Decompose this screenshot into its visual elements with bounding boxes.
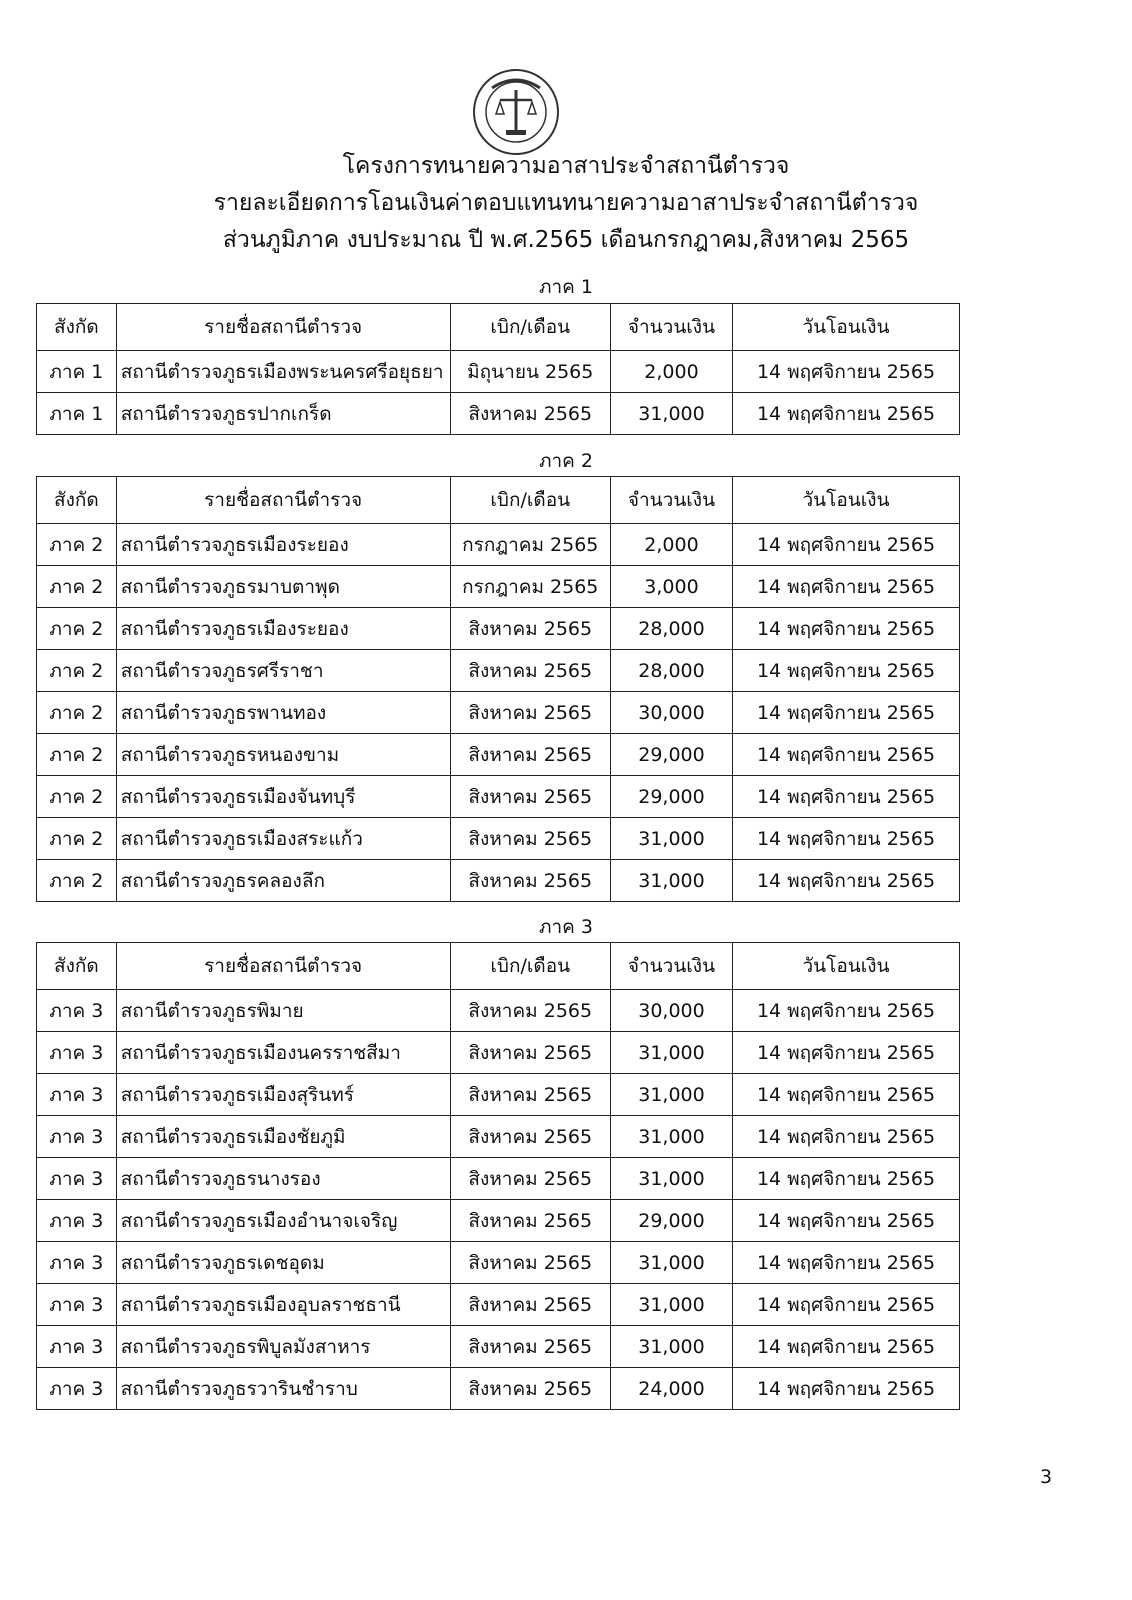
- cell-station-name: สถานีตำรวจภูธรเมืองระยอง: [116, 608, 450, 650]
- cell-amount: 2,000: [610, 351, 732, 393]
- cell-station-name: สถานีตำรวจภูธรเมืองชัยภูมิ: [116, 1116, 450, 1158]
- cell-month: สิงหาคม 2565: [450, 1074, 610, 1116]
- cell-month: สิงหาคม 2565: [450, 1200, 610, 1242]
- cell-month: สิงหาคม 2565: [450, 734, 610, 776]
- cell-transfer-date: 14 พฤศจิกายน 2565: [733, 1284, 960, 1326]
- cell-region: ภาค 2: [37, 734, 117, 776]
- cell-month: มิถุนายน 2565: [450, 351, 610, 393]
- page-number: 3: [1040, 1466, 1053, 1488]
- column-header-region: สังกัด: [37, 477, 117, 524]
- cell-region: ภาค 3: [37, 1032, 117, 1074]
- cell-transfer-date: 14 พฤศจิกายน 2565: [733, 1368, 960, 1410]
- table-header-row: [37, 304, 960, 351]
- cell-month: สิงหาคม 2565: [450, 393, 610, 435]
- section-label-region-1: ภาค 1: [538, 276, 594, 298]
- cell-amount: 31,000: [610, 1032, 732, 1074]
- cell-transfer-date: 14 พฤศจิกายน 2565: [733, 1074, 960, 1116]
- region-3-table: [36, 942, 960, 1410]
- cell-station-name: สถานีตำรวจภูธรเมืองสระแก้ว: [116, 818, 450, 860]
- title-line-2: รายละเอียดการโอนเงินค่าตอบแทนทนายความอาสาประจำสถานีตำรวจ: [213, 190, 919, 216]
- cell-month: สิงหาคม 2565: [450, 1326, 610, 1368]
- cell-month: สิงหาคม 2565: [450, 692, 610, 734]
- organization-logo: [470, 66, 562, 158]
- cell-amount: 24,000: [610, 1368, 732, 1410]
- table-row: [37, 990, 960, 1032]
- cell-month: สิงหาคม 2565: [450, 1116, 610, 1158]
- table-row: [37, 351, 960, 393]
- cell-amount: 28,000: [610, 608, 732, 650]
- column-header-station-name: รายชื่อสถานีตำรวจ: [116, 304, 450, 351]
- cell-amount: 29,000: [610, 1200, 732, 1242]
- cell-month: กรกฎาคม 2565: [450, 566, 610, 608]
- cell-station-name: สถานีตำรวจภูธรเมืองนครราชสีมา: [116, 1032, 450, 1074]
- column-header-region: สังกัด: [37, 304, 117, 351]
- cell-amount: 31,000: [610, 393, 732, 435]
- cell-amount: 31,000: [610, 1326, 732, 1368]
- cell-region: ภาค 2: [37, 566, 117, 608]
- cell-amount: 31,000: [610, 1116, 732, 1158]
- cell-station-name: สถานีตำรวจภูธรนางรอง: [116, 1158, 450, 1200]
- cell-month: กรกฎาคม 2565: [450, 524, 610, 566]
- table-header-row: [37, 943, 960, 990]
- cell-transfer-date: 14 พฤศจิกายน 2565: [733, 650, 960, 692]
- cell-station-name: สถานีตำรวจภูธรเมืองระยอง: [116, 524, 450, 566]
- cell-amount: 29,000: [610, 734, 732, 776]
- cell-transfer-date: 14 พฤศจิกายน 2565: [733, 990, 960, 1032]
- cell-region: ภาค 3: [37, 1200, 117, 1242]
- cell-amount: 31,000: [610, 860, 732, 902]
- region-2-table: [36, 476, 960, 902]
- table-header-row: [37, 477, 960, 524]
- cell-month: สิงหาคม 2565: [450, 650, 610, 692]
- column-header-amount: จำนวนเงิน: [610, 304, 732, 351]
- cell-amount: 29,000: [610, 776, 732, 818]
- table-row: [37, 1158, 960, 1200]
- cell-transfer-date: 14 พฤศจิกายน 2565: [733, 351, 960, 393]
- cell-transfer-date: 14 พฤศจิกายน 2565: [733, 1200, 960, 1242]
- column-header-amount: จำนวนเงิน: [610, 477, 732, 524]
- cell-region: ภาค 3: [37, 1158, 117, 1200]
- cell-transfer-date: 14 พฤศจิกายน 2565: [733, 818, 960, 860]
- title-line-3: ส่วนภูมิภาค งบประมาณ ปี พ.ศ.2565 เดือนกรกฎาคม,สิงหาคม 2565: [222, 227, 910, 253]
- section-label-region-3: ภาค 3: [538, 916, 594, 938]
- column-header-transfer-date: วันโอนเงิน: [733, 304, 960, 351]
- cell-transfer-date: 14 พฤศจิกายน 2565: [733, 776, 960, 818]
- cell-transfer-date: 14 พฤศจิกายน 2565: [733, 692, 960, 734]
- document-titles: [0, 148, 1132, 259]
- cell-station-name: สถานีตำรวจภูธรพิบูลมังสาหาร: [116, 1326, 450, 1368]
- column-header-station-name: รายชื่อสถานีตำรวจ: [116, 943, 450, 990]
- cell-amount: 30,000: [610, 990, 732, 1032]
- column-header-month: เบิก/เดือน: [450, 477, 610, 524]
- cell-region: ภาค 3: [37, 1116, 117, 1158]
- table-row: [37, 692, 960, 734]
- cell-region: ภาค 2: [37, 860, 117, 902]
- cell-month: สิงหาคม 2565: [450, 1032, 610, 1074]
- cell-region: ภาค 3: [37, 1074, 117, 1116]
- cell-station-name: สถานีตำรวจภูธรพิมาย: [116, 990, 450, 1032]
- table-row: [37, 393, 960, 435]
- table-row: [37, 1032, 960, 1074]
- cell-amount: 31,000: [610, 1284, 732, 1326]
- column-header-station-name: รายชื่อสถานีตำรวจ: [116, 477, 450, 524]
- cell-station-name: สถานีตำรวจภูธรพานทอง: [116, 692, 450, 734]
- table-row: [37, 608, 960, 650]
- cell-amount: 28,000: [610, 650, 732, 692]
- cell-month: สิงหาคม 2565: [450, 608, 610, 650]
- cell-station-name: สถานีตำรวจภูธรเดชอุดม: [116, 1242, 450, 1284]
- cell-month: สิงหาคม 2565: [450, 776, 610, 818]
- cell-month: สิงหาคม 2565: [450, 990, 610, 1032]
- cell-month: สิงหาคม 2565: [450, 1158, 610, 1200]
- cell-region: ภาค 3: [37, 1242, 117, 1284]
- cell-amount: 31,000: [610, 1158, 732, 1200]
- cell-region: ภาค 1: [37, 351, 117, 393]
- cell-region: ภาค 3: [37, 1284, 117, 1326]
- cell-station-name: สถานีตำรวจภูธรเมืองจันทบุรี: [116, 776, 450, 818]
- cell-station-name: สถานีตำรวจภูธรเมืองสุรินทร์: [116, 1074, 450, 1116]
- cell-station-name: สถานีตำรวจภูธรมาบตาพุด: [116, 566, 450, 608]
- cell-region: ภาค 3: [37, 1368, 117, 1410]
- table-row: [37, 1326, 960, 1368]
- cell-station-name: สถานีตำรวจภูธรปากเกร็ด: [116, 393, 450, 435]
- cell-station-name: สถานีตำรวจภูธรเมืองอำนาจเจริญ: [116, 1200, 450, 1242]
- cell-transfer-date: 14 พฤศจิกายน 2565: [733, 734, 960, 776]
- column-header-month: เบิก/เดือน: [450, 943, 610, 990]
- table-row: [37, 776, 960, 818]
- cell-transfer-date: 14 พฤศจิกายน 2565: [733, 393, 960, 435]
- cell-region: ภาค 3: [37, 990, 117, 1032]
- cell-station-name: สถานีตำรวจภูธรเมืองพระนครศรีอยุธยา: [116, 351, 450, 393]
- table-row: [37, 524, 960, 566]
- column-header-transfer-date: วันโอนเงิน: [733, 477, 960, 524]
- table-row: [37, 818, 960, 860]
- title-line-1: โครงการทนายความอาสาประจำสถานีตำรวจ: [342, 153, 790, 179]
- cell-transfer-date: 14 พฤศจิกายน 2565: [733, 860, 960, 902]
- table-row: [37, 650, 960, 692]
- column-header-region: สังกัด: [37, 943, 117, 990]
- cell-region: ภาค 3: [37, 1326, 117, 1368]
- cell-transfer-date: 14 พฤศจิกายน 2565: [733, 1116, 960, 1158]
- cell-transfer-date: 14 พฤศจิกายน 2565: [733, 566, 960, 608]
- column-header-amount: จำนวนเงิน: [610, 943, 732, 990]
- cell-region: ภาค 2: [37, 524, 117, 566]
- table-row: [37, 860, 960, 902]
- table-row: [37, 1242, 960, 1284]
- cell-month: สิงหาคม 2565: [450, 1242, 610, 1284]
- cell-amount: 30,000: [610, 692, 732, 734]
- cell-transfer-date: 14 พฤศจิกายน 2565: [733, 524, 960, 566]
- cell-station-name: สถานีตำรวจภูธรเมืองอุบลราชธานี: [116, 1284, 450, 1326]
- cell-transfer-date: 14 พฤศจิกายน 2565: [733, 1242, 960, 1284]
- cell-station-name: สถานีตำรวจภูธรหนองขาม: [116, 734, 450, 776]
- cell-transfer-date: 14 พฤศจิกายน 2565: [733, 1326, 960, 1368]
- cell-transfer-date: 14 พฤศจิกายน 2565: [733, 1158, 960, 1200]
- cell-transfer-date: 14 พฤศจิกายน 2565: [733, 1032, 960, 1074]
- table-row: [37, 1116, 960, 1158]
- cell-month: สิงหาคม 2565: [450, 860, 610, 902]
- table-row: [37, 1200, 960, 1242]
- region-1-table: [36, 303, 960, 435]
- cell-amount: 3,000: [610, 566, 732, 608]
- table-row: [37, 1284, 960, 1326]
- cell-region: ภาค 2: [37, 818, 117, 860]
- cell-amount: 31,000: [610, 1242, 732, 1284]
- cell-region: ภาค 2: [37, 692, 117, 734]
- column-header-month: เบิก/เดือน: [450, 304, 610, 351]
- cell-region: ภาค 2: [37, 776, 117, 818]
- column-header-transfer-date: วันโอนเงิน: [733, 943, 960, 990]
- cell-month: สิงหาคม 2565: [450, 1368, 610, 1410]
- cell-amount: 31,000: [610, 1074, 732, 1116]
- cell-region: ภาค 2: [37, 650, 117, 692]
- cell-station-name: สถานีตำรวจภูธรคลองลึก: [116, 860, 450, 902]
- table-row: [37, 734, 960, 776]
- section-label-region-2: ภาค 2: [538, 450, 594, 472]
- cell-amount: 2,000: [610, 524, 732, 566]
- cell-amount: 31,000: [610, 818, 732, 860]
- cell-transfer-date: 14 พฤศจิกายน 2565: [733, 608, 960, 650]
- cell-region: ภาค 2: [37, 608, 117, 650]
- table-row: [37, 1368, 960, 1410]
- table-row: [37, 1074, 960, 1116]
- cell-region: ภาค 1: [37, 393, 117, 435]
- cell-station-name: สถานีตำรวจภูธรวารินชำราบ: [116, 1368, 450, 1410]
- cell-station-name: สถานีตำรวจภูธรศรีราชา: [116, 650, 450, 692]
- cell-month: สิงหาคม 2565: [450, 818, 610, 860]
- cell-month: สิงหาคม 2565: [450, 1284, 610, 1326]
- table-row: [37, 566, 960, 608]
